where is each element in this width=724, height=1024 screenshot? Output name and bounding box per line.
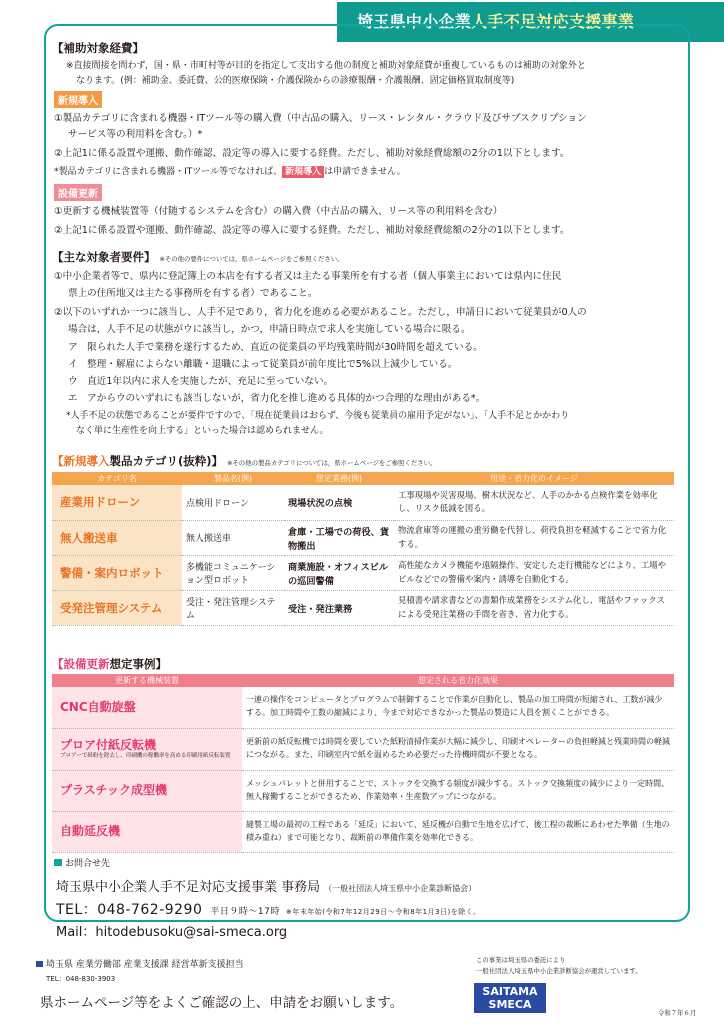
contact-label <box>54 856 110 869</box>
col-header: 想定業務(例) <box>284 472 394 485</box>
products-note: ※その他の製品カテゴリについては，県ホームページをご参照ください。 <box>227 459 437 467</box>
machine-name: 自動延反機 <box>60 824 121 839</box>
req-note-1: *人手不足の状態であることが要件ですので、「現在従業員はおらず、今後も従業員の雇用予定がない」、「人手不足とかかわり <box>66 411 570 421</box>
category-cell: 警備・案内ロボット <box>52 555 182 590</box>
contact-mail[interactable]: Mail：hitodebusoku@sai-smeca.org <box>56 925 288 940</box>
products-tag: 【新規導入 <box>52 454 110 468</box>
update-tag: 設備更新 <box>54 184 102 201</box>
new-item-1a: ①製品カテゴリに含まれる機器・ITツール等の購入費（中古品の購入、リース・レンタル・クラウド及びサブスクリプション <box>54 113 587 124</box>
req-1b: 票上の住所地又は主たる事務所を有する者）であること。 <box>68 288 318 299</box>
new-item-2: ②上記1に係る設置や運搬、動作確認、設定等の導入に要する経費。ただし、補助対象経費総額の2分の1以下とします。 <box>54 148 570 159</box>
req-2a: ②以下のいずれか一つに該当し、人手不足であり，省力化を進める必要があること。ただし，申請日において従業員が0人の <box>54 307 587 318</box>
product-cell: 受注・発注管理システム <box>182 590 284 625</box>
products-heading <box>52 453 436 469</box>
effect-cell: 一連の操作をコンピュータとプログラムで制御することで作業が自動化し、製品の加工時間が短縮され、工数が減少する。加工時間や工数の縮減により、今まで対応できなかった製品の製造に人員を割くことができる。 <box>242 687 674 728</box>
table-row <box>52 728 674 770</box>
footer-dept <box>36 957 244 970</box>
smeca-logo <box>474 983 546 1013</box>
header-prefix: 埼玉県中小企業 <box>357 12 472 31</box>
table-row <box>52 687 674 728</box>
table-row <box>52 590 674 625</box>
consign-line-1: この事業は埼玉県の委託により <box>476 956 566 964</box>
use-cell: 見積書や請求書などの書類作成業務をシステム化し、電話やファックスによる受発注業務の手間を省き、省力化する。 <box>394 590 674 625</box>
contact-tel <box>56 899 481 919</box>
table-row <box>52 770 674 811</box>
table-row <box>52 555 674 590</box>
task-cell: 倉庫・工場での荷役、貨物搬出 <box>284 520 394 555</box>
category-cell: 産業用ドローン <box>52 485 182 520</box>
new-item-1b: サービス等の利用料を含む。）* <box>68 129 203 140</box>
task-cell: 商業施設・オフィスビルの巡回警備 <box>284 555 394 590</box>
category-cell: 無人搬送車 <box>52 520 182 555</box>
new-intro-tag: 新規導入 <box>54 91 102 108</box>
footer-dept-text: 埼玉県 産業労働部 産業支援課 経営革新支援担当 <box>46 960 244 970</box>
use-cell: 高性能なカメラ機能や遠隔操作、安定した走行機能などにより、工場やビルなどでの警備や案内・誘導を自動化する。 <box>394 555 674 590</box>
use-cell: 工事現場や災害現場、樹木状況など、人手のかかる点検作業を効率化し、リスク低減を図る。 <box>394 485 674 520</box>
examples-tag: 【設備更新 <box>52 657 110 671</box>
requirements-heading <box>52 249 344 265</box>
products-table <box>52 472 674 626</box>
machine-name: CNC自動旋盤 <box>60 700 136 715</box>
tel-number[interactable]: TEL：048-762-9290 <box>56 902 203 918</box>
product-cell: 無人搬送車 <box>182 520 284 555</box>
col-header: 想定される省力化効果 <box>242 674 674 687</box>
update-item-2: ②上記1に係る設置や運搬、動作確認、設定等の導入に要する経費。ただし、補助対象経費総額の2分の1以下とします。 <box>54 225 570 236</box>
logo-line-2: SMECA <box>488 998 532 1011</box>
new-note-tag: 新規導入 <box>282 166 324 178</box>
req-1a: ①中小企業者等で、県内に登記簿上の本店を有する者又は主たる事業所を有する者（個人事業主においては県内に住民 <box>54 271 562 282</box>
subsidy-note-2: なります。(例：補助金、委託費、公的医療保険・介護保険からの診療報酬・介護報酬、固定価格買取制度等) <box>76 76 515 86</box>
req-2b: 場合は，人手不足の状態がウに該当し，かつ，申請日時点で求人を実施している場合に限る。 <box>68 324 471 335</box>
col-header: カテゴリ名 <box>52 472 182 485</box>
col-header: 製品名(例) <box>182 472 284 485</box>
col-header: 用途・省力化のイメージ <box>394 472 674 485</box>
office-name: 埼玉県中小企業人手不足対応支援事業 事務局 <box>56 880 321 895</box>
products-title: 製品カテゴリ(抜粋)】 <box>109 454 224 468</box>
req-u: ウ 直近1年以内に求人を実施したが、充足に至っていない。 <box>68 376 334 387</box>
new-note-b: は申請できません。 <box>324 167 406 177</box>
tel-holiday: ※年末年始(令和7年12月29日～令和8年1月3日)を除く。 <box>285 908 481 916</box>
machine-name: プラスチック成型機 <box>60 783 168 798</box>
col-header: 更新する機械装置 <box>52 674 242 687</box>
task-cell: 受注・発注業務 <box>284 590 394 625</box>
req-a: ア 限られた人手で業務を遂行するため、直近の従業員の平均残業時間が30時間を超えている。 <box>68 342 483 353</box>
header-highlight: 人手不足対応支援事業 <box>471 12 635 31</box>
machine-cell <box>52 811 242 852</box>
update-item-1: ①更新する機械装置等（付随するシステムを含む）の購入費（中古品の購入、リース等の利用料を含む） <box>54 206 503 217</box>
examples-heading <box>52 656 167 672</box>
product-cell: 多機能コミュニケーション型ロボット <box>182 555 284 590</box>
contact-office <box>56 876 476 895</box>
req-i: イ 整理・解雇によらない離職・退職によって従業員が前年度比で5%以上減少している。 <box>68 359 458 370</box>
office-note: （一般社団法人埼玉県中小企業診断協会） <box>324 884 477 893</box>
machine-subnote: ブロアーで紙粉を除去し、印刷機の稼働率を高める印刷用紙反転装置 <box>60 752 231 759</box>
machine-cell <box>52 728 242 770</box>
new-note <box>54 164 406 177</box>
requirements-note: ※その他の要件については，県ホームページをご参照ください。 <box>159 255 344 263</box>
category-cell: 受発注管理システム <box>52 590 182 625</box>
machine-name: プロア付紙反転機 <box>60 738 157 753</box>
consign-line-2: 一般社団法人埼玉県中小企業診断協会が運営しています。 <box>476 967 642 975</box>
machine-cell <box>52 770 242 811</box>
effect-cell: 更新前の紙反転機では時間を要していた紙粉清掃作業が大幅に減少し、印刷オペレーターの負担軽減と残業時間の軽減につながる。また、印刷室内で紙を温めるため必要だった待機時間が不要となる。 <box>242 728 674 770</box>
subsidy-note-1: ※直接間接を問わず，国・県・市町村等が目的を指定して支出する他の制度と補助対象経費が重複しているものは補助の対象外と <box>66 61 586 71</box>
issue-date: 令和７年６月 <box>658 1009 697 1017</box>
effect-cell: 縫製工場の最初の工程である「延反」において、延反機が自動で生地を広げて、後工程の裁断にあわせた準備（生地の積み重ね）まで可能となり、裁断前の準備作業を効率化できる。 <box>242 811 674 852</box>
product-cell: 点検用ドローン <box>182 485 284 520</box>
requirements-heading-text: 【主な対象者要件】 <box>52 250 156 264</box>
machine-cell <box>52 687 242 728</box>
table-row <box>52 811 674 852</box>
req-note-2: なく単に生産性を向上する」といった場合は認められません。 <box>76 426 329 436</box>
effect-cell: メッシュパレットと併用することで、ストックを交換する頻度が減少する。ストック交換頻度の減少により一定時間、無人稼働することができるため、作業効率・生産数アップにつながる。 <box>242 770 674 811</box>
footer-message: 県ホームページ等をよくご確認の上、申請をお願いします。 <box>40 995 404 1011</box>
table-row <box>52 485 674 520</box>
use-cell: 物流倉庫等の運搬の重労働を代替し、荷役負担を軽減することで省力化する。 <box>394 520 674 555</box>
table-row <box>52 520 674 555</box>
req-e: エ アからウのいずれにも該当しないが，省力化を推し進める具体的かつ合理的な理由がある*。 <box>68 393 486 404</box>
contact-label-text: お問合せ先 <box>65 859 111 869</box>
examples-table <box>52 674 674 853</box>
tel-hours: 平日９時～17時 <box>210 907 280 917</box>
logo-line-1: SAITAMA <box>482 985 538 998</box>
new-note-a: *製品カテゴリに含まれる機器・ITツール等でなければ、 <box>54 167 283 177</box>
examples-title: 想定事例】 <box>109 657 167 671</box>
footer-tel: TEL：048-830-3903 <box>46 975 116 983</box>
task-cell: 現場状況の点検 <box>284 485 394 520</box>
square-bullet-icon <box>36 961 43 967</box>
subsidy-heading: 【補助対象経費】 <box>52 41 144 55</box>
square-bullet-icon <box>54 859 62 866</box>
